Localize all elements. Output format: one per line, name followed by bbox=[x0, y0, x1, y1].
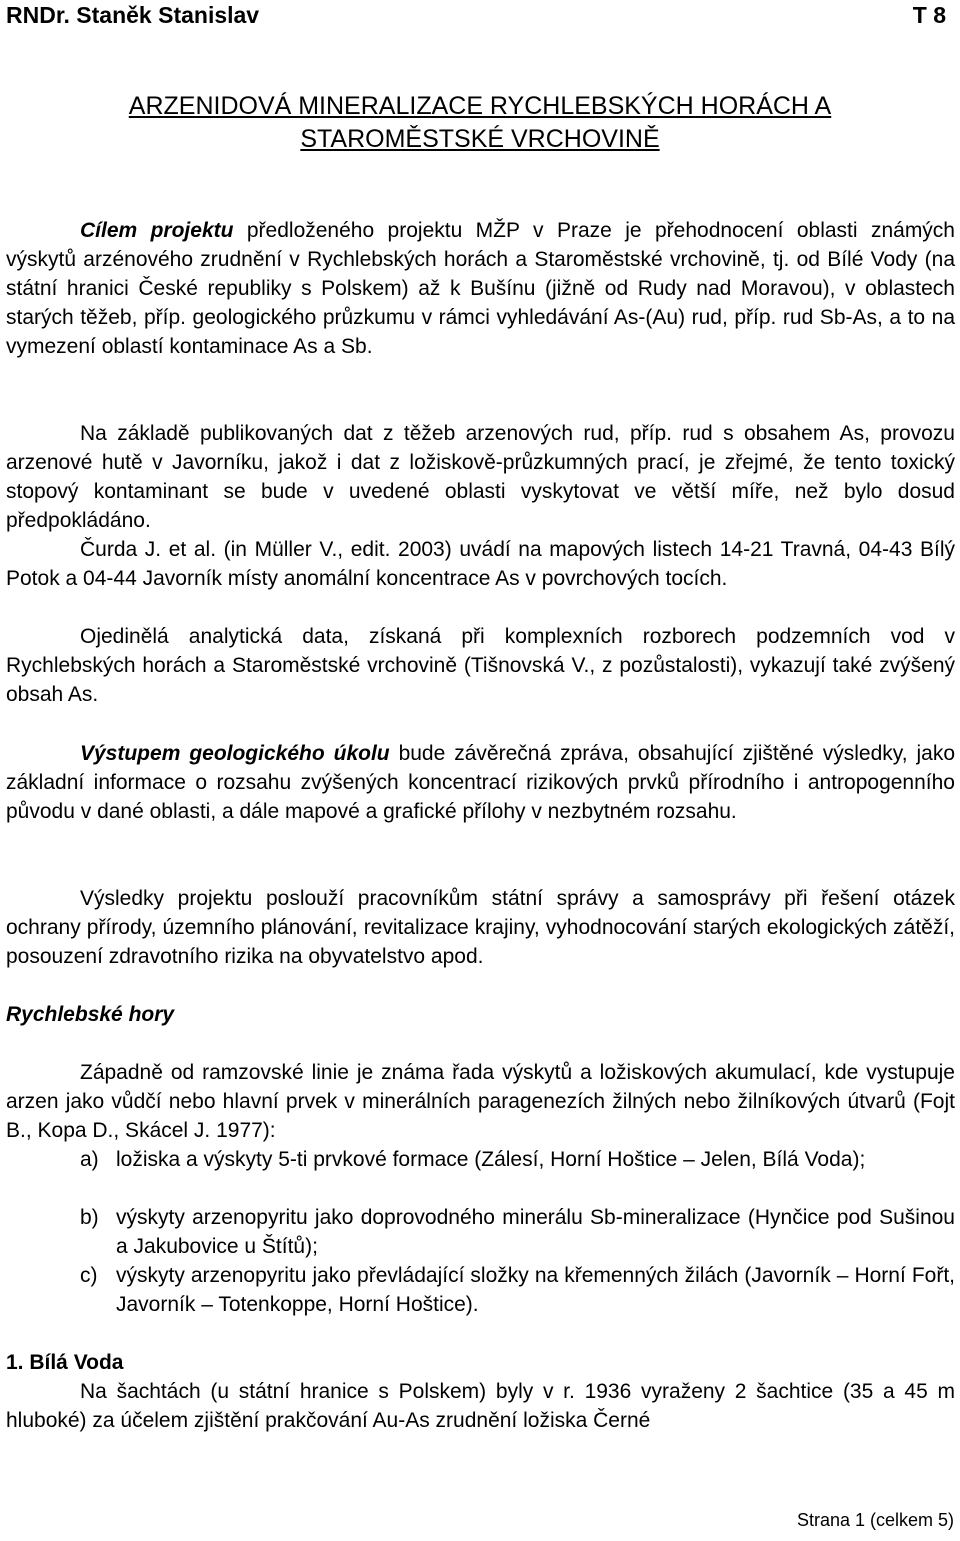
paragraph-6 bbox=[6, 884, 955, 971]
intro-paragraph bbox=[6, 216, 955, 361]
list-marker: a) bbox=[80, 1148, 99, 1171]
list-item bbox=[80, 1261, 955, 1319]
paragraph-2 bbox=[6, 419, 955, 535]
list-item bbox=[80, 1203, 955, 1261]
paragraph-8-text: Na šachtách (u státní hranice s Polskem) byly v r. 1936 vyraženy 2 šachtice (35 a 45 m hluboké) za účelem zjištění prakčování Au-As zrudnění ložiska Černé bbox=[6, 1380, 955, 1432]
header-code: T 8 bbox=[912, 2, 946, 28]
list-text: výskyty arzenopyritu jako převládající složky na křemenných žilách (Javorník – Horní Fořt, Javorník – Totenkoppe, Horní Hoštice). bbox=[116, 1264, 955, 1316]
paragraph-6-text: Výsledky projektu poslouží pracovníkům státní správy a samosprávy při řešení otázek ochrany přírody, územního plánování, revitalizace krajiny, vyhodnocování starých ekologických zátěží, posouzení zdravotního rizika na obyvatelstvo apod. bbox=[6, 887, 955, 968]
page-header bbox=[6, 2, 946, 32]
output-lead: Výstupem geologického úkolu bbox=[80, 742, 390, 765]
title-line-2: STAROMĚSTSKÉ VRCHOVINĚ bbox=[300, 125, 660, 153]
paragraph-2-text: Na základě publikovaných dat z těžeb arzenových rud, příp. rud s obsahem As, provozu arzenové hutě v Javorníku, jakož i dat z ložiskově-průzkumných prací, je zřejmé, že tento toxický stopový kontaminant se bude v uvedené oblasti vyskytovat ve větší míře, než bylo dosud předpokládáno. bbox=[6, 422, 955, 532]
list-marker: b) bbox=[80, 1206, 99, 1229]
output-paragraph bbox=[6, 739, 955, 826]
header-author: RNDr. Staněk Stanislav bbox=[6, 2, 260, 28]
list-item bbox=[80, 1145, 955, 1174]
section-heading-rychlebske-hory: Rychlebské hory bbox=[6, 1003, 175, 1026]
title-line-1: ARZENIDOVÁ MINERALIZACE RYCHLEBSKÝCH HORÁCH A bbox=[128, 92, 832, 120]
paragraph-3 bbox=[6, 535, 955, 593]
document-title bbox=[0, 90, 960, 156]
paragraph-7 bbox=[6, 1058, 955, 1145]
section-heading-bila-voda: 1. Bílá Voda bbox=[6, 1351, 124, 1374]
paragraph-7-text: Západně od ramzovské linie je známa řada výskytů a ložiskových akumulací, kde vystupuje arzen jako vůdčí nebo hlavní prvek v minerálních paragenezích žilných nebo žilníkových útvarů (Fojt B., Kopa D., Skácel J. 1977): bbox=[6, 1061, 955, 1142]
paragraph-4 bbox=[6, 622, 955, 709]
paragraph-3-text: Čurda J. et al. (in Müller V., edit. 2003) uvádí na mapových listech 14-21 Travná, 04-43 Bílý Potok a 04-44 Javorník místy anomální koncentrace As v povrchových tocích. bbox=[6, 538, 955, 590]
list-marker: c) bbox=[80, 1264, 98, 1287]
output-text: bude závěrečná zpráva, obsahující zjištěné výsledky, jako základní informace o rozsahu zvýšených koncentrací rizikových prvků přírodního i antropogenního původu v dané oblasti, a dále mapové a grafické přílohy v nezbytném rozsahu. bbox=[6, 742, 955, 823]
page-footer: Strana 1 (celkem 5) bbox=[796, 1510, 954, 1530]
list-text: výskyty arzenopyritu jako doprovodného minerálu Sb-mineralizace (Hynčice pod Sušinou a Jakubovice u Štítů); bbox=[116, 1206, 955, 1258]
paragraph-8 bbox=[6, 1377, 955, 1435]
paragraph-4-text: Ojedinělá analytická data, získaná při komplexních rozborech podzemních vod v Rychlebských horách a Staroměstské vrchovině (Tišnovská V., z pozůstalosti), vykazují také zvýšený obsah As. bbox=[6, 625, 955, 706]
list-text: ložiska a výskyty 5-ti prvkové formace (Zálesí, Horní Hoštice – Jelen, Bílá Voda); bbox=[116, 1148, 866, 1171]
intro-lead: Cílem projektu bbox=[80, 219, 234, 242]
intro-text: předloženého projektu MŽP v Praze je přehodnocení oblasti známých výskytů arzénového zrudnění v Rychlebských horách a Staroměstské vrchovině, tj. od Bílé Vody (na státní hranici České republiky s Polskem) až k Bušínu (jižně od Rudy nad Moravou), v oblastech starých těžeb, příp. geologického průzkumu v rámci vyhledávání As-(Au) rud, příp. rud Sb-As, a to na vymezení oblastí kontaminace As a Sb. bbox=[6, 219, 955, 358]
